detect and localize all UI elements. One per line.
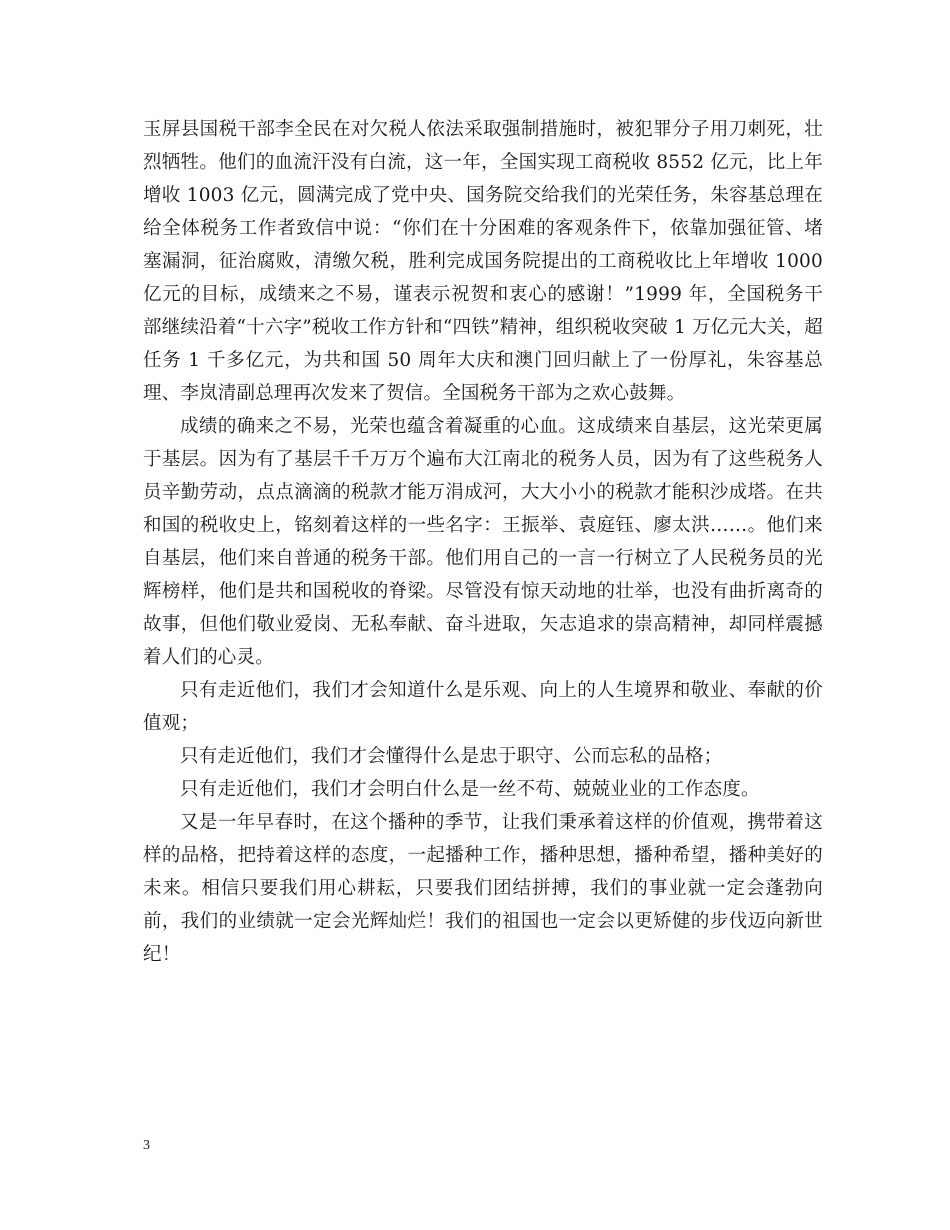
paragraph-6: 又是一年早春时，在这个播种的季节，让我们秉承着这样的价值观，携带着这样的品格，把持着这样的态度，一起播种工作，播种思想，播种希望，播种美好的未来。相信只要我们用心耕耘，只要我们团结拼搏，我们的事业就一定会蓬勃向前，我们的业绩就一定会光辉灿烂！我们的祖国也一定会以更矫健的步伐迈向新世纪！: [143, 812, 823, 965]
paragraph-3: 只有走近他们，我们才会知道什么是乐观、向上的人生境界和敬业、奉献的价值观；: [143, 680, 823, 734]
paragraph-5: 只有走近他们，我们才会明白什么是一丝不苟、兢兢业业的工作态度。: [180, 779, 760, 800]
document-body: [143, 113, 823, 971]
paragraph-2: 成绩的确来之不易，光荣也蕴含着凝重的心血。这成绩来自基层，这光荣更属于基层。因为有了基层千千万万个遍布大江南北的税务人员，因为有了这些税务人员辛勤劳动，点点滴滴的税款才能万涓成河，大大小小的税款才能积沙成塔。在共和国的税收史上，铭刻着这样的一些名字：王振举、袁庭钰、廖太洪……。他们来自基层，他们来自普通的税务干部。他们用自己的一言一行树立了人民税务员的光辉榜样，他们是共和国税收的脊梁。尽管没有惊天动地的壮举，也没有曲折离奇的故事，但他们敬业爱岗、无私奉献、奋斗进取，矢志追求的崇高精神，却同样震撼着人们的心灵。: [143, 416, 823, 668]
paragraph-4: 只有走近他们，我们才会懂得什么是忠于职守、公而忘私的品格；: [180, 746, 723, 767]
paragraph-1: 玉屏县国税干部李全民在对欠税人依法采取强制措施时，被犯罪分子用刀刺死，壮烈牺牲。他们的血流汗没有白流，这一年，全国实现工商税收 8552 亿元，比上年增收 1003 亿元，圆满完成了党中央、国务院交给我们的光荣任务，朱容基总理在给全体税务工作者致信中说：“你们在十分困难的客观条件下，依靠加强征管、堵塞漏洞，征治腐败，清缴欠税，胜利完成国务院提出的工商税收比上年增收 1000 亿元的目标，成绩来之不易，谨表示祝贺和衷心的感谢！”1999 年，全国税务干部继续沿着“十六字”税收工作方针和“四铁”精神，组织税收突破 1 万亿元大关，超任务 1 千多亿元，为共和国 50 周年大庆和澳门回归献上了一份厚礼，朱容基总理、李岚清副总理再次发来了贺信。全国税务干部为之欢心鼓舞。: [143, 119, 823, 404]
page-number: 3: [143, 1138, 150, 1153]
